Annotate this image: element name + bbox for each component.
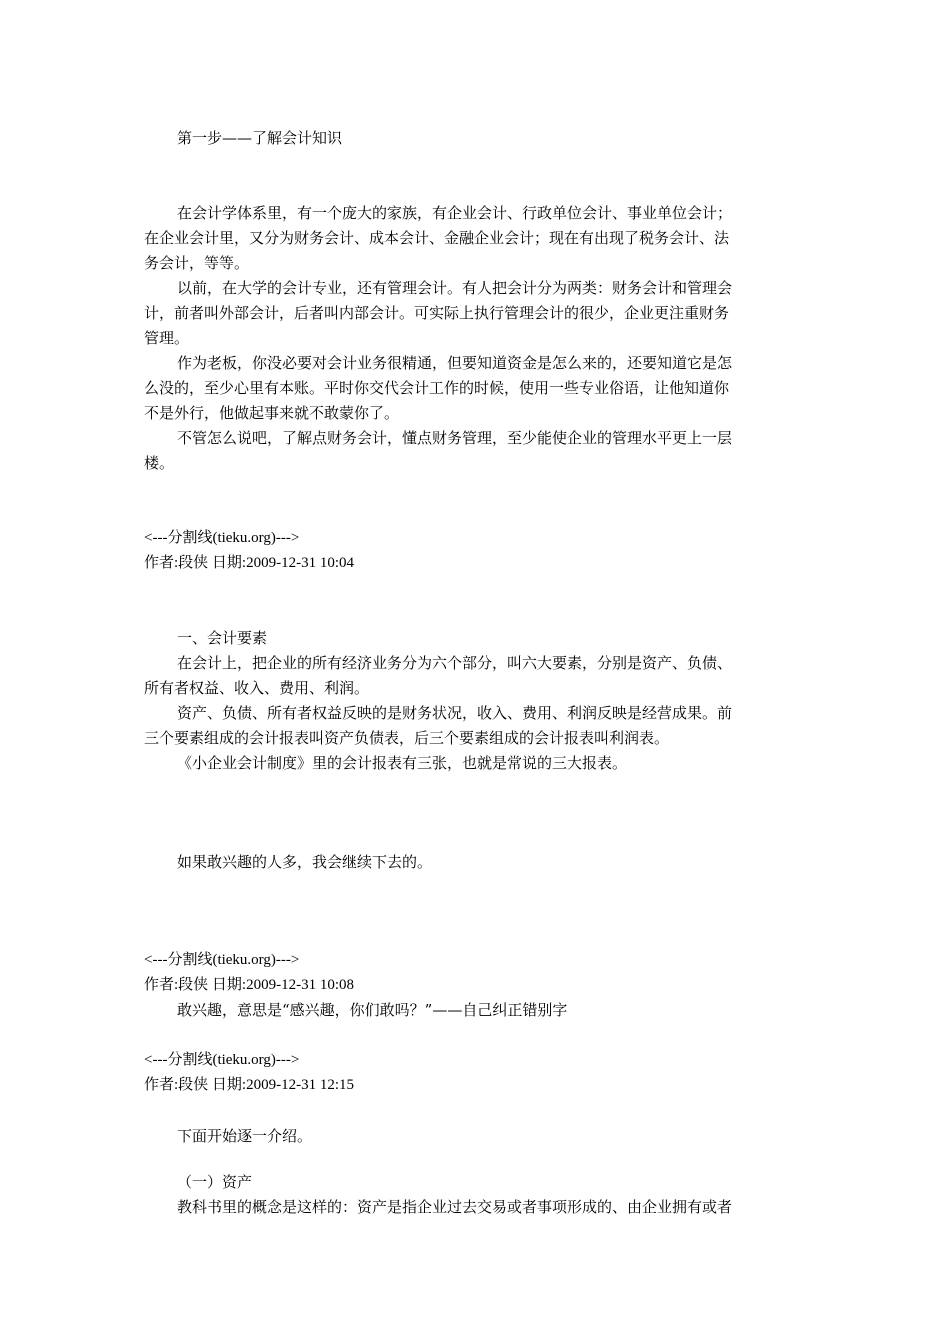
paragraph-line: 在会计上，把企业的所有经济业务分为六个部分，叫六大要素，分别是资产、负债、 <box>177 654 733 672</box>
post-meta: 作者:段侠 日期:2009-12-31 10:04 <box>144 555 354 571</box>
paragraph-line: 不管怎么说吧，了解点财务会计，懂点财务管理，至少能使企业的管理水平更上一层 <box>177 429 733 447</box>
doc-heading: 第一步——了解会计知识 <box>177 129 343 147</box>
paragraph-line: 三个要素组成的会计报表叫资产负债表，后三个要素组成的会计报表叫利润表。 <box>144 729 670 747</box>
paragraph-line: 务会计，等等。 <box>144 254 250 272</box>
paragraph-line: 下面开始逐一介绍。 <box>177 1127 313 1145</box>
section-heading: 一、会计要素 <box>177 629 268 647</box>
separator-line: <---分割线(tieku.org)---> <box>144 1052 300 1068</box>
paragraph-line: 在会计学体系里，有一个庞大的家族，有企业会计、行政单位会计、事业单位会计； <box>177 204 733 222</box>
paragraph-line: 管理。 <box>144 329 190 347</box>
paragraph-line: 楼。 <box>144 454 175 472</box>
post-meta: 作者:段侠 日期:2009-12-31 12:15 <box>144 1077 354 1093</box>
paragraph-line: 资产、负债、所有者权益反映的是财务状况，收入、费用、利润反映是经营成果。前 <box>177 704 733 722</box>
paragraph-line: 么没的，至少心里有本账。平时你交代会计工作的时候，使用一些专业俗语，让他知道你 <box>144 379 730 397</box>
paragraph-line: 《小企业会计制度》里的会计报表有三张，也就是常说的三大报表。 <box>177 754 628 772</box>
post-meta: 作者:段侠 日期:2009-12-31 10:08 <box>144 977 354 993</box>
separator-line: <---分割线(tieku.org)---> <box>144 530 300 546</box>
separator-line: <---分割线(tieku.org)---> <box>144 952 300 968</box>
paragraph-line: 所有者权益、收入、费用、利润。 <box>144 679 370 697</box>
paragraph-line: 计，前者叫外部会计，后者叫内部会计。可实际上执行管理会计的很少，企业更注重财务 <box>144 304 730 322</box>
closing-line: 如果敢兴趣的人多，我会继续下去的。 <box>177 853 433 871</box>
note-line: 敢兴趣，意思是“感兴趣，你们敢吗？”——自己纠正错别字 <box>177 1001 568 1019</box>
paragraph-line: 不是外行，他做起事来就不敢蒙你了。 <box>144 404 400 422</box>
subheading: （一）资产 <box>177 1173 253 1191</box>
paragraph-line: 在企业会计里，又分为财务会计、成本会计、金融企业会计；现在有出现了税务会计、法 <box>144 229 730 247</box>
paragraph-line: 作为老板，你没必要对会计业务很精通，但要知道资金是怎么来的，还要知道它是怎 <box>177 354 733 372</box>
paragraph-line: 教科书里的概念是这样的：资产是指企业过去交易或者事项形成的、由企业拥有或者 <box>177 1198 733 1216</box>
paragraph-line: 以前，在大学的会计专业，还有管理会计。有人把会计分为两类：财务会计和管理会 <box>177 279 733 297</box>
